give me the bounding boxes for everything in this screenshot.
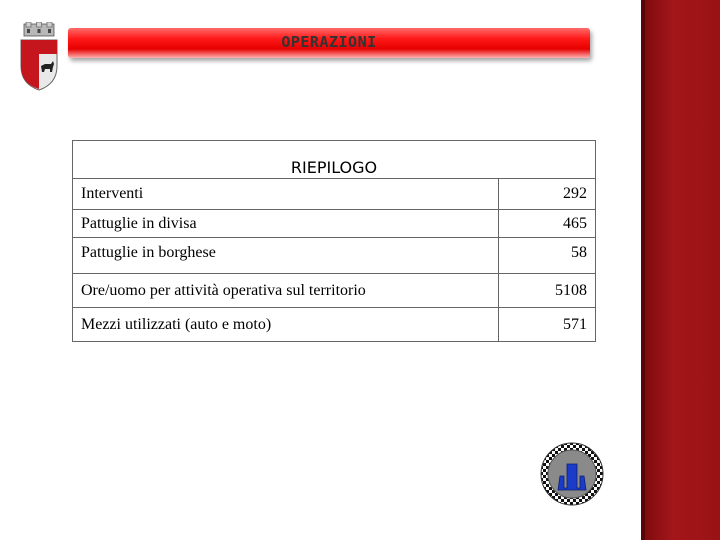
title-bar — [68, 28, 590, 58]
side-decoration-bar — [641, 0, 720, 540]
row-value: 465 — [499, 210, 596, 238]
table-row — [73, 179, 596, 210]
row-label: Pattuglie in divisa — [73, 210, 499, 238]
row-value: 571 — [499, 308, 596, 342]
summary-heading-row — [73, 141, 596, 179]
row-value: 292 — [499, 179, 596, 210]
table-row — [73, 274, 596, 308]
summary-heading: RIEPILOGO — [73, 141, 596, 179]
row-value: 5108 — [499, 274, 596, 308]
city-crest-icon — [18, 22, 60, 92]
page-title: OPERAZIONI — [281, 33, 377, 51]
table-row — [73, 210, 596, 238]
police-emblem-icon — [540, 442, 604, 506]
table-row — [73, 238, 596, 274]
row-value: 58 — [499, 238, 596, 274]
row-label: Pattuglie in borghese — [73, 238, 499, 274]
row-label: Interventi — [73, 179, 499, 210]
row-label: Mezzi utilizzati (auto e moto) — [73, 308, 499, 342]
row-label: Ore/uomo per attività operativa sul territorio — [73, 274, 499, 308]
summary-table — [72, 140, 596, 342]
table-row — [73, 308, 596, 342]
